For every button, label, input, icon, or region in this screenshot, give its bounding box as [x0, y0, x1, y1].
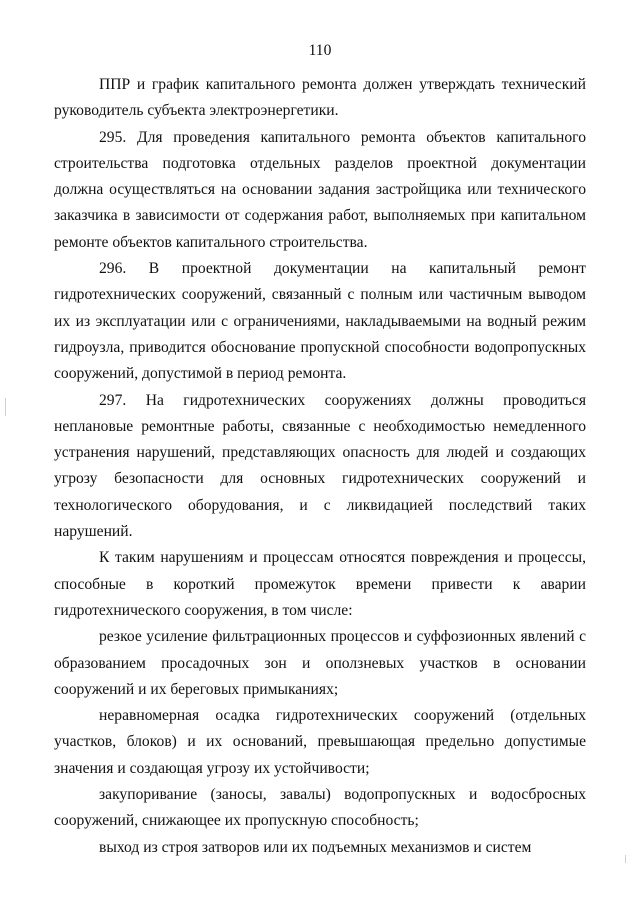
list-item-gate-failure: выход из строя затворов или их подъемных механизмов и систем — [99, 838, 532, 856]
page-number: 110 — [308, 42, 332, 59]
paragraph-296: 296. В проектной документации на капитальный ремонт гидротехнических сооружений, связанный с полным или частичным выводом их из эксплуатации или с ограничениями, накладываемыми на водный режим гидроузла, приводится обоснование пропускной способности водопропускных сооружений, допустимой в период ремонта. — [54, 260, 586, 383]
paragraph-ppr-approval: ППР и график капитального ремонта должен утверждать технический руководитель субъекта электроэнергетики. — [54, 76, 586, 120]
list-item-blockage: закупоривание (заносы, завалы) водопропускных и водосбросных сооружений, снижающее их пропускную способность; — [54, 786, 586, 830]
list-item-filtration: резкое усиление фильтрационных процессов и суффозионных явлений с образованием просадочных зон и оползневых участков в основании сооружений и их береговых примыканиях; — [54, 628, 586, 698]
scan-artifact-left — [5, 398, 6, 416]
paragraph-297: 297. На гидротехнических сооружениях должны проводиться неплановые ремонтные работы, связанные с необходимостью немедленного устранения нарушений, представляющих опасность для людей и создающих угрозу безопасности для основных гидротехнических сооружений и технологического оборудования, и с ликвидацией последствий таких нарушений. — [54, 391, 586, 541]
paragraph-295: 295. Для проведения капитального ремонта объектов капитального строительства подготовка отдельных разделов проектной документации должна осуществляться на основании задания застройщика или технического заказчика в зависимости от содержания работ, выполняемых при капитальном ремонте объектов капитального строительства. — [54, 128, 586, 251]
paragraph-violations-intro: К таким нарушениям и процессам относятся повреждения и процессы, способные в короткий промежуток времени привести к аварии гидротехнического сооружения, в том числе: — [54, 549, 586, 619]
document-body — [54, 72, 586, 861]
list-item-settlement: неравномерная осадка гидротехнических сооружений (отдельных участков, блоков) и их оснований, превышающая предельно допустимые значения и создающая угрозу их устойчивости; — [54, 707, 586, 777]
scan-artifact-right — [625, 855, 626, 863]
